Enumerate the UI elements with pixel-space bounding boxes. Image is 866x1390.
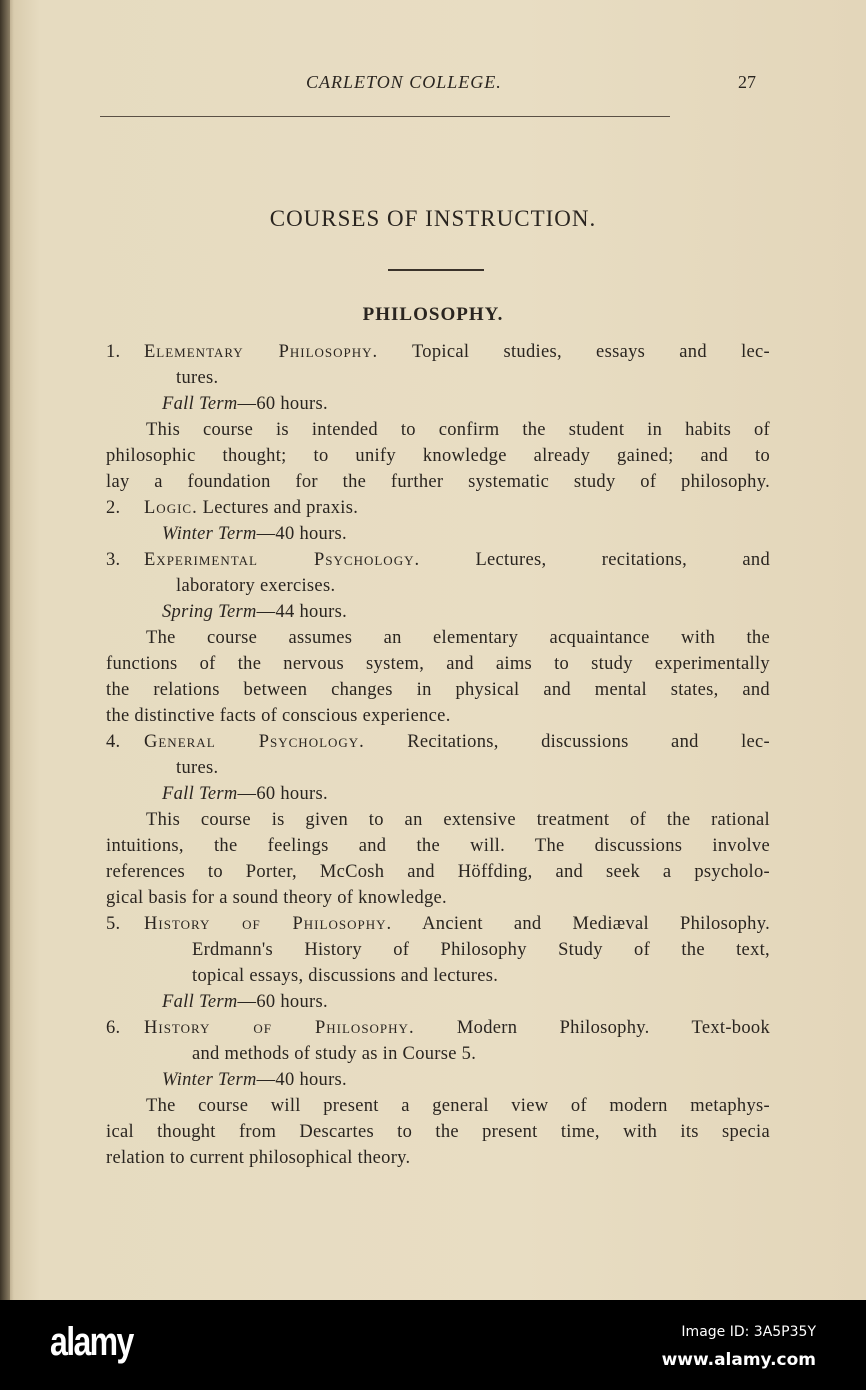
page-title: COURSES OF INSTRUCTION. bbox=[269, 206, 597, 231]
term-name: Winter Term bbox=[162, 1070, 257, 1090]
term-hours: —60 hours. bbox=[237, 784, 328, 804]
course-desc: tures. bbox=[176, 368, 219, 388]
paragraph-line: the distinctive facts of conscious experience. bbox=[106, 706, 451, 726]
paragraph-line: The course will present a general view of modern metaphys- bbox=[146, 1096, 770, 1116]
paragraph-line: The course assumes an elementary acquaintance with the bbox=[146, 628, 770, 648]
course-entry bbox=[106, 729, 770, 755]
course-desc: Recitations, discussions and lec- bbox=[407, 732, 770, 752]
course-number: 5. bbox=[106, 914, 121, 934]
term-hours: —40 hours. bbox=[256, 524, 347, 544]
paragraph-line: ical thought from Descartes to the present time, with its specia bbox=[106, 1122, 770, 1142]
book-spine-edge bbox=[0, 0, 10, 1300]
watermark-banner bbox=[0, 1300, 866, 1390]
paragraph-line: This course is intended to confirm the student in habits of bbox=[146, 420, 770, 440]
running-title: CARLETON COLLEGE. bbox=[306, 72, 502, 92]
term-name: Fall Term bbox=[162, 394, 238, 414]
course-name: Logic. bbox=[144, 498, 198, 518]
paragraph-line: the relations between changes in physical and mental states, and bbox=[106, 680, 770, 700]
paragraph-line: references to Porter, McCosh and Höffding, and seek a psycholo- bbox=[106, 862, 770, 882]
course-desc: Erdmann's History of Philosophy Study of the text, bbox=[192, 940, 770, 960]
course-number: 1. bbox=[106, 342, 121, 362]
course-name: Elementary Philosophy. bbox=[144, 342, 379, 362]
course-desc: Topical studies, essays and lec- bbox=[412, 342, 770, 362]
course-desc: laboratory exercises. bbox=[176, 576, 336, 596]
course-name: History of Philosophy. bbox=[144, 914, 393, 934]
course-name: History of Philosophy. bbox=[144, 1018, 415, 1038]
header-rule bbox=[100, 116, 670, 117]
alamy-logo: alamy bbox=[50, 1320, 133, 1364]
course-term bbox=[106, 599, 770, 625]
course-entry bbox=[106, 1015, 770, 1041]
course-number: 3. bbox=[106, 550, 121, 570]
paragraph-line: functions of the nervous system, and aims to study experimentally bbox=[106, 654, 770, 674]
course-term bbox=[106, 1067, 770, 1093]
course-desc: topical essays, discussions and lectures. bbox=[192, 966, 499, 986]
course-number: 6. bbox=[106, 1018, 121, 1038]
course-entry bbox=[106, 339, 770, 365]
term-name: Winter Term bbox=[162, 524, 257, 544]
term-name: Fall Term bbox=[162, 784, 238, 804]
course-term bbox=[106, 989, 770, 1015]
course-term bbox=[106, 781, 770, 807]
paragraph-line: relation to current philosophical theory. bbox=[106, 1148, 411, 1168]
course-term bbox=[106, 391, 770, 417]
course-desc: tures. bbox=[176, 758, 219, 778]
site-url: www.alamy.com bbox=[661, 1350, 816, 1370]
term-name: Fall Term bbox=[162, 992, 238, 1012]
page-number: 27 bbox=[738, 72, 756, 92]
term-name: Spring Term bbox=[162, 602, 257, 622]
course-desc: Modern Philosophy. Text-book bbox=[456, 1018, 770, 1038]
course-list bbox=[106, 339, 770, 1171]
paragraph-line: This course is given to an extensive treatment of the rational bbox=[146, 810, 770, 830]
course-entry bbox=[106, 547, 770, 573]
course-entry bbox=[106, 495, 770, 521]
paragraph-line: gical basis for a sound theory of knowledge. bbox=[106, 888, 447, 908]
term-hours: —60 hours. bbox=[237, 992, 328, 1012]
course-number: 4. bbox=[106, 732, 121, 752]
course-name: Experimental Psychology. bbox=[144, 550, 421, 570]
paragraph-line: lay a foundation for the further systematic study of philosophy. bbox=[106, 472, 770, 492]
course-entry bbox=[106, 911, 770, 937]
course-desc: Ancient and Mediæval Philosophy. bbox=[422, 914, 770, 934]
paragraph-line: philosophic thought; to unify knowledge already gained; and to bbox=[106, 446, 770, 466]
term-hours: —44 hours. bbox=[256, 602, 348, 622]
course-desc: and methods of study as in Course 5. bbox=[192, 1044, 477, 1064]
course-term bbox=[106, 521, 770, 547]
course-name: General Psychology. bbox=[144, 732, 365, 752]
term-hours: —40 hours. bbox=[256, 1070, 347, 1090]
course-number: 2. bbox=[106, 498, 121, 518]
image-id: Image ID: 3A5P35Y bbox=[681, 1324, 816, 1340]
paragraph-line: intuitions, the feelings and the will. The discussions involve bbox=[106, 836, 770, 856]
section-heading: PHILOSOPHY. bbox=[362, 304, 504, 325]
course-desc: Lectures, recitations, and bbox=[475, 550, 770, 570]
course-desc: Lectures and praxis. bbox=[202, 498, 359, 518]
term-hours: —60 hours. bbox=[237, 394, 328, 414]
title-divider bbox=[388, 269, 484, 271]
